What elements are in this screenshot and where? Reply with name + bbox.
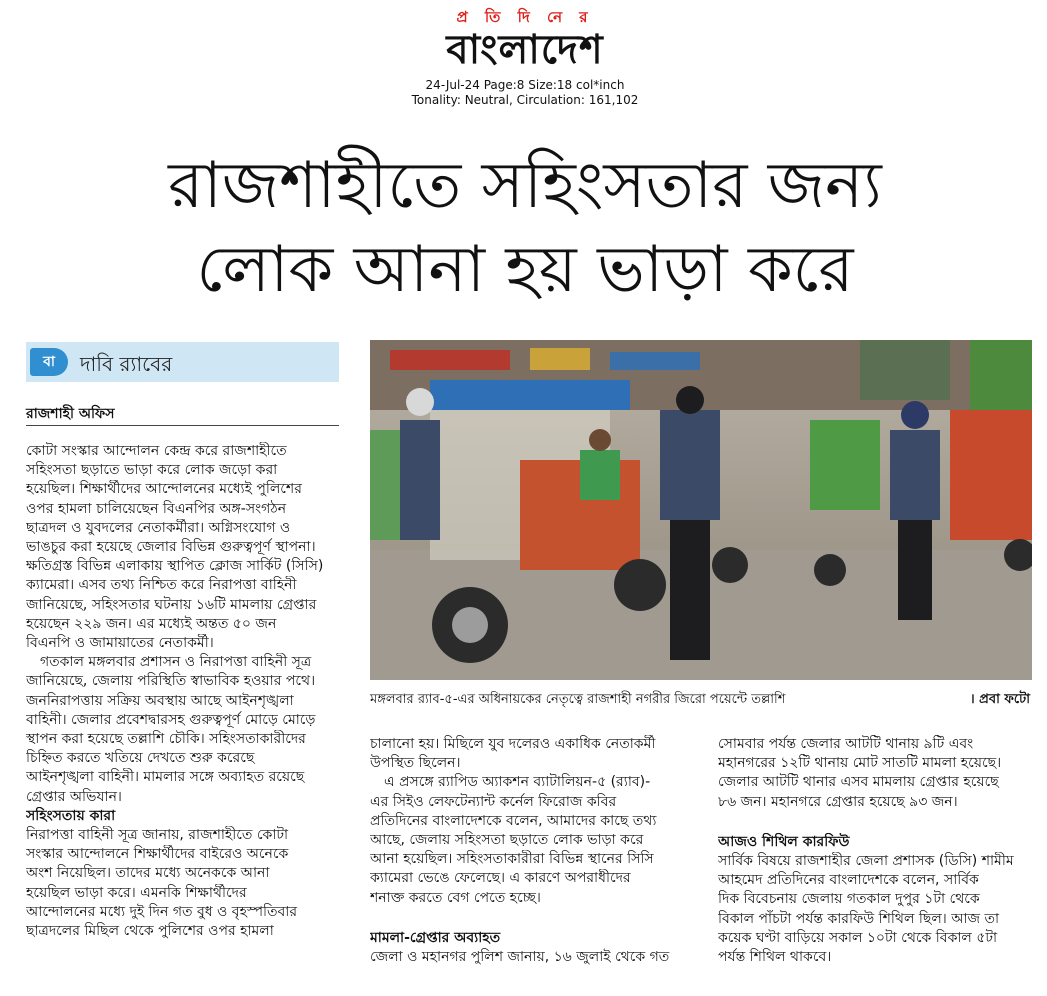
subheading: আজও শিথিল কারফিউ (718, 833, 850, 850)
article-line: সোমবার পর্যন্ত জেলার আটটি থানায় ৯টি এবং (718, 736, 974, 752)
article-line: শনাক্ত করতে বেগ পেতে হচ্ছে। (370, 889, 541, 906)
article-line: সংস্কার আন্দোলনে শিক্ষার্থীদের বাইরেও অনেকে (26, 846, 289, 863)
photo-credit: । প্রবা ফটো (970, 692, 1030, 707)
masthead-logo: বাংলাদেশ (446, 27, 604, 73)
article-line: এ প্রসঙ্গে র‌্যাপিড অ্যাকশন ব্যাটালিয়ন-৫ (র‌্যাব)- (384, 774, 651, 791)
article-line: প্রতিদিনের বাংলাদেশকে বলেন, আমাদের কাছে তথ্য (370, 812, 657, 829)
subheading: মামলা-গ্রেপ্তার অব্যাহত (370, 929, 501, 946)
article-line: ছাত্রদলের মিছিল থেকে পুলিশের ওপর হামলা (26, 923, 274, 940)
article-line: বিএনপি ও জামায়াতের নেতাকর্মী। (26, 635, 214, 652)
article-line: বাহিনী। জেলার প্রবেশদ্বারসহ গুরুত্বপূর্ণ মোড়ে মোড়ে (26, 711, 316, 728)
photo-caption-row (370, 690, 1032, 710)
news-photo-image (370, 340, 1032, 680)
article-line: দিক বিবেচনায় জেলায় গতকাল দুপুর ১টা থেকে (718, 891, 980, 908)
article-line: উপস্থিত ছিলেন। (370, 755, 461, 772)
article-line: ৮৬ জন। মহানগরে গ্রেপ্তার হয়েছে ৯৩ জন। (718, 793, 958, 810)
article-line: অংশ নিয়েছিল। তাদের মধ্যে অনেককে আনা (26, 865, 270, 882)
article-line: জানিয়েছে, সহিংসতার ঘটনায় ১৬টি মামলায় গ্রেপ্তার (26, 596, 317, 613)
article-line: আনা হয়েছিল। সহিংসতাকারীরা বিভিন্ন স্থানের সিসি (370, 851, 654, 868)
article-line: কোটা সংস্কার আন্দোলন কেন্দ্র করে রাজশাহীতে (26, 443, 287, 459)
article-line: ক্যামেরা ভেঙে ফেলেছে। এ কারণে অপরাধীদের (370, 870, 631, 887)
article-line: পর্যন্ত শিথিল থাকবে। (718, 949, 832, 966)
headline-line-2: লোক আনা হয় ভাড়া করে (196, 233, 854, 307)
clipping-meta-size: 24-Jul-24 Page:8 Size:18 col*inch (425, 78, 625, 92)
article-line: আইনশৃঙ্খলা বাহিনী। মামলার সঙ্গে অব্যাহত রয়েছে (26, 769, 305, 786)
article-line: ক্যামেরা। এসব তথ্য নিশ্চিত করে নিরাপত্তা বাহিনী (26, 577, 297, 594)
article-line: জননিরাপত্তায় সক্রিয় অবস্থায় আছে আইনশৃঙ্খলা (26, 692, 294, 709)
article-column-1 (26, 442, 339, 941)
clipping-meta-circulation: Tonality: Neutral, Circulation: 161,102 (411, 93, 639, 107)
section-badge: বা (30, 348, 68, 376)
article-line: মহানগরের ১২টি থানায় মোট সাতটি মামলা হয়েছে। (718, 755, 1002, 772)
article-line: আন্দোলনের মধ্যে দুই দিন গত বুধ ও বৃহস্পতিবার (26, 903, 298, 920)
article-line: গতকাল মঙ্গলবার প্রশাসন ও নিরাপত্তা বাহিনী সূত্র (40, 654, 312, 671)
article-line: বিকাল পাঁচটা পর্যন্ত কারফিউ শিথিল ছিল। আজ তা (718, 910, 1000, 927)
article-column-2 (370, 735, 688, 967)
headline-line-1: রাজশাহীতে সহিংসতার জন্য (168, 149, 882, 223)
article-line: ক্ষতিগ্রস্ত বিভিন্ন এলাকায় স্থাপিত ক্লোজ সার্কিট (সিসি) (26, 558, 324, 575)
article-line: গ্রেপ্তার অভিযান। (26, 788, 122, 805)
section-title: দাবি র‌্যাবের (80, 352, 173, 376)
article-line: ছাত্রদল ও যুবদলের নেতাকর্মীরা। অগ্নিসংযোগ ও (26, 519, 291, 536)
masthead-tagline: প্র তি দি নে র (456, 8, 594, 26)
article-line: ভাঙচুর করা হয়েছে জেলার বিভিন্ন গুরুত্বপূর্ণ স্থাপনা। (26, 539, 316, 556)
article-line: হয়েছেন ২২৯ জন। এর মধ্যেই অন্তত ৫০ জন (26, 615, 277, 632)
article-line: আছে, জেলায় সহিংসতা ছড়াতে লোক ভাড়া করে (370, 832, 644, 849)
article-column-3 (718, 735, 1034, 967)
article-line: জেলা ও মহানগর পুলিশ জানায়, ১৬ জুলাই থেকে গত (370, 949, 670, 966)
article-line: স্থাপন করা হয়েছে তল্লাশি চৌকি। সহিংসতাকারীদের (26, 731, 306, 748)
byline: রাজশাহী অফিস (26, 406, 115, 422)
article-line: জেলার আটটি থানার এসব মামলায় গ্রেপ্তার হয়েছে (718, 774, 999, 791)
article-line: নিরাপত্তা বাহিনী সূত্র জানায়, রাজশাহীতে কোটা (26, 827, 289, 844)
subheading: সহিংসতায় কারা (26, 807, 116, 824)
section-bar (26, 342, 339, 382)
article-line: হয়েছিল। শিক্ষার্থীদের আন্দোলনের মধ্যেই পুলিশের (26, 481, 302, 498)
photo-caption: মঙ্গলবার র‌্যাব-৫-এর অধিনায়কের নেতৃত্বে রাজশাহী নগরীর জিরো পয়েন্টে তল্লাশি (370, 692, 786, 707)
article-line: চিহ্নিত করতে খতিয়ে দেখতে শুরু করেছে (26, 750, 255, 767)
article-line: এর সিইও লেফটেন্যান্ট কর্নেল ফিরোজ কবির (370, 793, 617, 810)
article-line: হয়েছিল ভাড়া করে। এমনকি শিক্ষার্থীদের (26, 884, 247, 901)
article-line: সহিংসতা ছড়াতে ভাড়া করে লোক জড়ো করা (26, 462, 278, 479)
article-line: চালানো হয়। মিছিলে যুব দলেরও একাধিক নেতাকর্মী (370, 736, 656, 752)
article-line: জানিয়েছে, জেলায় পরিস্থিতি স্বাভাবিক হওয়ার পথে। (26, 673, 316, 690)
article-line: ওপর হামলা চালিয়েছেন বিএনপির অঙ্গ-সংগঠন (26, 500, 287, 517)
news-photo (370, 340, 1032, 680)
article-line: সার্বিক বিষয়ে রাজশাহীর জেলা প্রশাসক (ডিসি) শামীম (718, 853, 1014, 870)
article-line: আহমেদ প্রতিদিনের বাংলাদেশকে বলেন, সার্বিক (718, 872, 979, 889)
article-line: কয়েক ঘণ্টা বাড়িয়ে সকাল ১০টা থেকে বিকাল ৫টা (718, 929, 998, 946)
byline-divider (26, 425, 339, 426)
